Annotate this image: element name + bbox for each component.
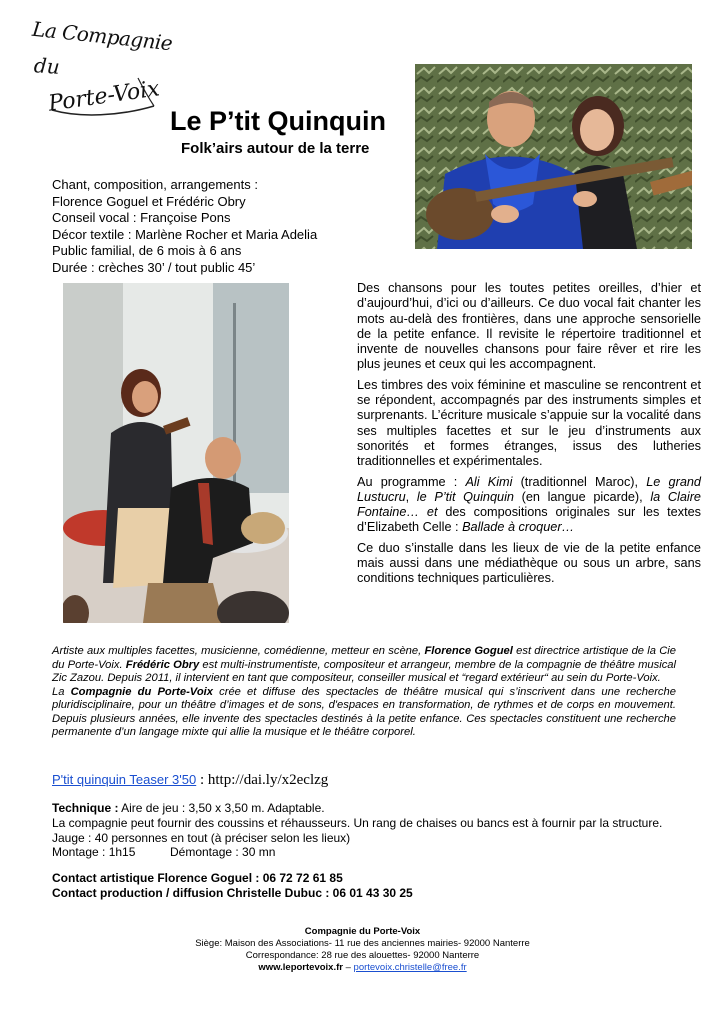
footer-email-link[interactable]: portevoix.christelle@free.fr bbox=[353, 962, 467, 973]
technique-line bbox=[52, 801, 662, 816]
text-run: La bbox=[52, 685, 71, 698]
description-paragraph: Les timbres des voix féminine et masculine se rencontrent et se répondent, accompagnés par des instruments simples et surprenants. L’écriture musicale s’appuie sur la vocalité dans ses multiples facettes et sur le jeu d’instruments aux sonorités et formes étranges, issus des lutheries traditionnelles et expérimentales. bbox=[357, 377, 701, 469]
text-run: des compositions originales sur les textes d’Elizabeth Celle : bbox=[357, 505, 701, 535]
footer-siege: Siège: Maison des Associations- 11 rue des anciennes mairies- 92000 Nanterre bbox=[195, 938, 530, 949]
teaser-link[interactable]: P'tit quinquin Teaser 3'50 bbox=[52, 772, 197, 787]
footer-correspondance: Correspondance: 28 rue des alouettes- 92000 Nanterre bbox=[245, 950, 480, 961]
text-run: crée et diffuse des spectacles de théâtre musical qui s’inscrivent dans une recherche pluridisciplinaire, pour un théâtre d’images et de sons, d'espaces en transformation, de rythmes et de corps en mouvement. Depuis plusieurs années, elle invente des spectacles destinés à la petite enfance. Ces spectacles constituent une recherche permanente d’un langage mixte qui allie la musique et le théâtre corporel. bbox=[52, 685, 676, 738]
contact-artistique: Contact artistique Florence Goguel : 06 72 72 61 85 bbox=[52, 871, 343, 885]
page-subtitle: Folk’airs autour de la terre bbox=[181, 140, 370, 157]
logo-line3: Porte-Voix bbox=[46, 76, 162, 117]
footer bbox=[0, 926, 725, 974]
text-run: est directrice artistique de la Cie du Porte-Voix. bbox=[52, 645, 676, 671]
program-paragraph bbox=[357, 475, 701, 536]
description-paragraph: Des chansons pour les toutes petites oreilles, d’hier et d’aujourd’hui, d’ici ou d’ailleurs. Ce duo vocal fait chanter les mots au-delà des frontières, dans une approche sensorielle de la petite enfance. Il revisite le répertoire traditionnel et invente de nouvelles chansons pour faire rêver et rire les plus jeunes et ceux qui les accompagnent. bbox=[357, 281, 701, 372]
montage-time: Montage : 1h15 bbox=[52, 845, 136, 860]
artist-name: Florence Goguel bbox=[424, 645, 513, 657]
song-title: Ali Kimi bbox=[465, 474, 513, 489]
technique-block bbox=[52, 801, 662, 860]
text-run: , bbox=[405, 489, 417, 504]
footer-links bbox=[0, 962, 725, 974]
credit-line: Durée : crèches 30’ / tout public 45’ bbox=[52, 259, 256, 275]
company-name: Compagnie du Porte-Voix bbox=[70, 685, 213, 698]
technique-line: Jauge : 40 personnes en tout (à préciser selon les lieux) bbox=[52, 830, 351, 845]
contact-production: Contact production / diffusion Christelle Dubuc : 06 01 43 30 25 bbox=[52, 885, 413, 900]
performance-photo bbox=[63, 283, 289, 623]
technique-line bbox=[52, 845, 662, 860]
description-paragraph: Ce duo s’installe dans les lieux de vie de la petite enfance mais aussi dans une médiathèque ou sous un arbre, sans conditions techniques particulières. bbox=[357, 540, 701, 586]
credit-line: Décor textile : Marlène Rocher et Maria Adelia bbox=[52, 226, 318, 242]
technique-label: Technique : bbox=[52, 801, 119, 815]
credit-line: Public familial, de 6 mois à 6 ans bbox=[52, 243, 242, 258]
credit-line: Conseil vocal : Françoise Pons bbox=[52, 210, 231, 225]
contacts-block bbox=[52, 871, 413, 901]
credits-block bbox=[52, 177, 317, 276]
footer-company: Compagnie du Porte-Voix bbox=[304, 926, 421, 937]
text-run: (traditionnel Maroc), bbox=[512, 474, 647, 489]
description-column bbox=[357, 281, 701, 592]
text-run: (en langue picarde), bbox=[513, 489, 651, 504]
text-run: est multi-instrumentiste, compositeur et arrangeur, membre de la compagnie de théâtre musical Zic Zazou. Depuis 2011, il intervient en tant que compositeur, conseiller musical et “regard extérieur“ au sein du Porte-Voix. bbox=[52, 658, 676, 684]
logo-line2: du bbox=[33, 53, 61, 79]
song-title: la Claire Fontaine… et bbox=[357, 489, 701, 520]
demontage-time: Démontage : 30 mn bbox=[170, 845, 276, 860]
teaser-separator: : bbox=[196, 772, 208, 788]
bio-paragraph bbox=[52, 645, 676, 686]
credit-line: Florence Goguel et Frédéric Obry bbox=[52, 193, 246, 209]
credit-line: Chant, composition, arrangements : bbox=[52, 177, 258, 192]
page-title: Le P’tit Quinquin bbox=[170, 106, 386, 136]
text-run: Au programme : bbox=[357, 474, 466, 489]
logo-line1: La Compagnie bbox=[31, 16, 174, 56]
teaser-line bbox=[52, 772, 328, 789]
duo-guitar-photo bbox=[415, 64, 692, 249]
text-run: Artiste aux multiples facettes, musicienne, comédienne, metteur en scène, bbox=[52, 645, 425, 657]
song-title: Le grand Lustucru bbox=[357, 474, 701, 504]
footer-dash: – bbox=[342, 962, 354, 973]
footer-website: www.leportevoix.fr bbox=[258, 962, 343, 973]
technique-line: La compagnie peut fournir des coussins et réhausseurs. Un rang de chaises ou bancs est à fournir par la structure. bbox=[52, 815, 663, 830]
bio-paragraph bbox=[52, 686, 676, 740]
text-run: Aire de jeu : 3,50 x 3,50 m. Adaptable. bbox=[118, 801, 325, 815]
song-title: le P’tit Quinquin bbox=[416, 489, 514, 504]
artist-name: Frédéric Obry bbox=[125, 658, 200, 671]
company-logo bbox=[30, 16, 174, 120]
bio-block bbox=[52, 645, 676, 740]
teaser-url: http://dai.ly/x2eclzg bbox=[207, 772, 329, 788]
song-title: Ballade à croquer… bbox=[462, 520, 575, 535]
